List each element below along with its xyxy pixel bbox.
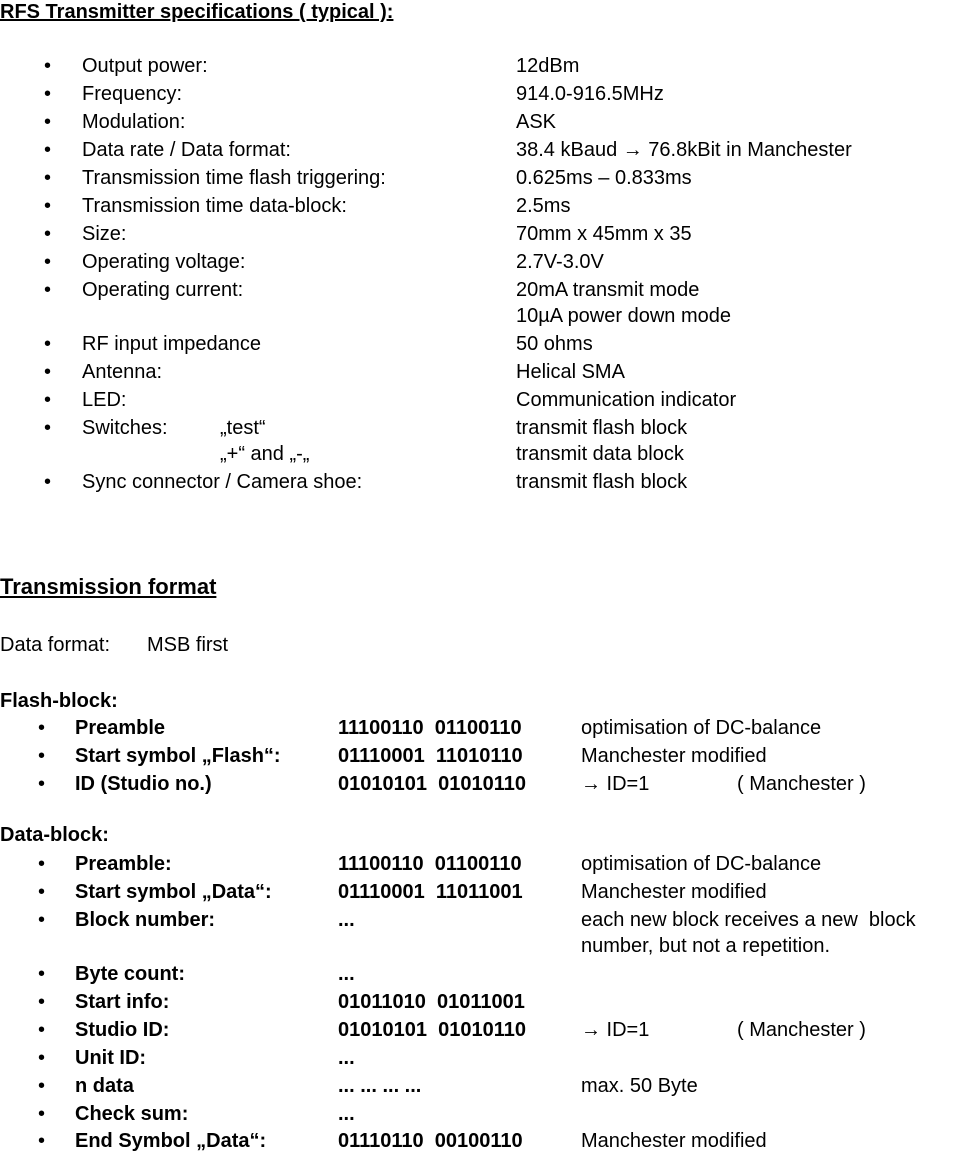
field-desc: → ID=1 (581, 1019, 650, 1041)
bullet (44, 278, 51, 302)
spec-label: Transmission time flash triggering: (82, 167, 386, 189)
spec-label: Sync connector / Camera shoe: (82, 471, 363, 493)
spec-label: Operating current: (82, 279, 244, 301)
field-label: Studio ID: (75, 1019, 170, 1041)
data-block-title: Data-block: (0, 824, 109, 846)
field-desc: each new block receives a new block (581, 909, 916, 931)
bullet (44, 250, 51, 274)
field-label: Start symbol „Data“: (75, 881, 272, 903)
field-desc: max. 50 Byte (581, 1075, 698, 1097)
spec-value: 50 ohms (516, 333, 593, 355)
field-desc: Manchester modified (581, 1130, 767, 1152)
flash-block-title: Flash-block: (0, 690, 118, 712)
spec-label: Transmission time data-block: (82, 195, 347, 217)
field-desc: number, but not a repetition. (581, 935, 831, 957)
field-label: ID (Studio no.) (75, 773, 212, 795)
bullet (44, 166, 51, 190)
spec-label: Modulation: (82, 111, 186, 133)
field-desc: optimisation of DC-balance (581, 717, 822, 739)
bullet (44, 54, 51, 78)
field-bits: ... (338, 1103, 355, 1125)
bullet (38, 744, 45, 768)
switch-name: „test“ (220, 417, 266, 439)
field-bits: 01110001 11010110 (338, 745, 523, 767)
spec-value: 10µA power down mode (516, 305, 731, 327)
bullet (38, 908, 45, 932)
field-label: Check sum: (75, 1103, 189, 1125)
bullet (44, 332, 51, 356)
spec-value: transmit flash block (516, 417, 688, 439)
field-label: Preamble (75, 717, 166, 739)
spec-value: Communication indicator (516, 389, 737, 411)
spec-value: transmit flash block (516, 471, 688, 493)
field-desc: → ID=1 (581, 773, 650, 795)
spec-value: ASK (516, 111, 557, 133)
bullet (38, 962, 45, 986)
spec-title: RFS Transmitter specifications ( typical ): (0, 1, 394, 23)
field-label: Block number: (75, 909, 216, 931)
field-label: End Symbol „Data“: (75, 1130, 267, 1152)
field-desc-note: ( Manchester ) (737, 1019, 866, 1041)
bullet (38, 716, 45, 740)
field-bits: 01110110 00100110 (338, 1130, 523, 1152)
field-label: Unit ID: (75, 1047, 147, 1069)
bullet (44, 82, 51, 106)
field-label: Start info: (75, 991, 170, 1013)
bullet (38, 1046, 45, 1070)
bullet (38, 880, 45, 904)
field-label: Start symbol „Flash“: (75, 745, 281, 767)
field-desc: Manchester modified (581, 881, 767, 903)
spec-value: 914.0-916.5MHz (516, 83, 664, 105)
spec-value: 0.625ms – 0.833ms (516, 167, 692, 189)
bullet (44, 416, 51, 440)
spec-value: transmit data block (516, 443, 684, 465)
bullet (38, 852, 45, 876)
spec-value: 2.7V-3.0V (516, 251, 604, 273)
spec-label: Frequency: (82, 83, 183, 105)
transmission-title: Transmission format (0, 574, 217, 599)
spec-label: Operating voltage: (82, 251, 246, 273)
bullet (38, 772, 45, 796)
spec-value: 70mm x 45mm x 35 (516, 223, 692, 245)
spec-value: 12dBm (516, 55, 580, 77)
field-bits: 01010101 01010110 (338, 773, 526, 795)
spec-value: Helical SMA (516, 361, 625, 383)
switch-name: „+“ and „-„ (220, 443, 310, 465)
spec-label: Antenna: (82, 361, 163, 383)
field-label: n data (75, 1075, 134, 1097)
bullet (44, 388, 51, 412)
field-bits: ... ... ... ... (338, 1075, 422, 1097)
field-bits: 01011010 01011001 (338, 991, 525, 1013)
spec-value: 38.4 kBaud → 76.8kBit in Manchester (516, 139, 852, 161)
bullet (44, 110, 51, 134)
field-bits: ... (338, 963, 355, 985)
bullet (44, 470, 51, 494)
field-desc: Manchester modified (581, 745, 767, 767)
bullet (38, 1129, 45, 1153)
data-format-label: Data format: (0, 634, 111, 656)
field-desc-note: ( Manchester ) (737, 773, 866, 795)
spec-label: LED: (82, 389, 127, 411)
field-label: Byte count: (75, 963, 185, 985)
spec-value: 20mA transmit mode (516, 279, 700, 301)
bullet (38, 1102, 45, 1126)
field-bits: ... (338, 909, 355, 931)
data-format-value: MSB first (147, 634, 229, 656)
bullet (44, 138, 51, 162)
spec-label: Size: (82, 223, 127, 245)
field-bits: 01110001 11011001 (338, 881, 523, 903)
spec-label: Switches: (82, 417, 168, 439)
spec-label: RF input impedance (82, 333, 261, 355)
bullet (38, 1018, 45, 1042)
field-label: Preamble: (75, 853, 172, 875)
field-desc: optimisation of DC-balance (581, 853, 822, 875)
bullet (44, 360, 51, 384)
bullet (44, 222, 51, 246)
field-bits: 01010101 01010110 (338, 1019, 526, 1041)
bullet (44, 194, 51, 218)
bullet (38, 1074, 45, 1098)
field-bits: 11100110 01100110 (338, 717, 522, 739)
bullet (38, 990, 45, 1014)
spec-value: 2.5ms (516, 195, 571, 217)
spec-label: Data rate / Data format: (82, 139, 291, 161)
spec-label: Output power: (82, 55, 208, 77)
field-bits: 11100110 01100110 (338, 853, 522, 875)
field-bits: ... (338, 1047, 355, 1069)
